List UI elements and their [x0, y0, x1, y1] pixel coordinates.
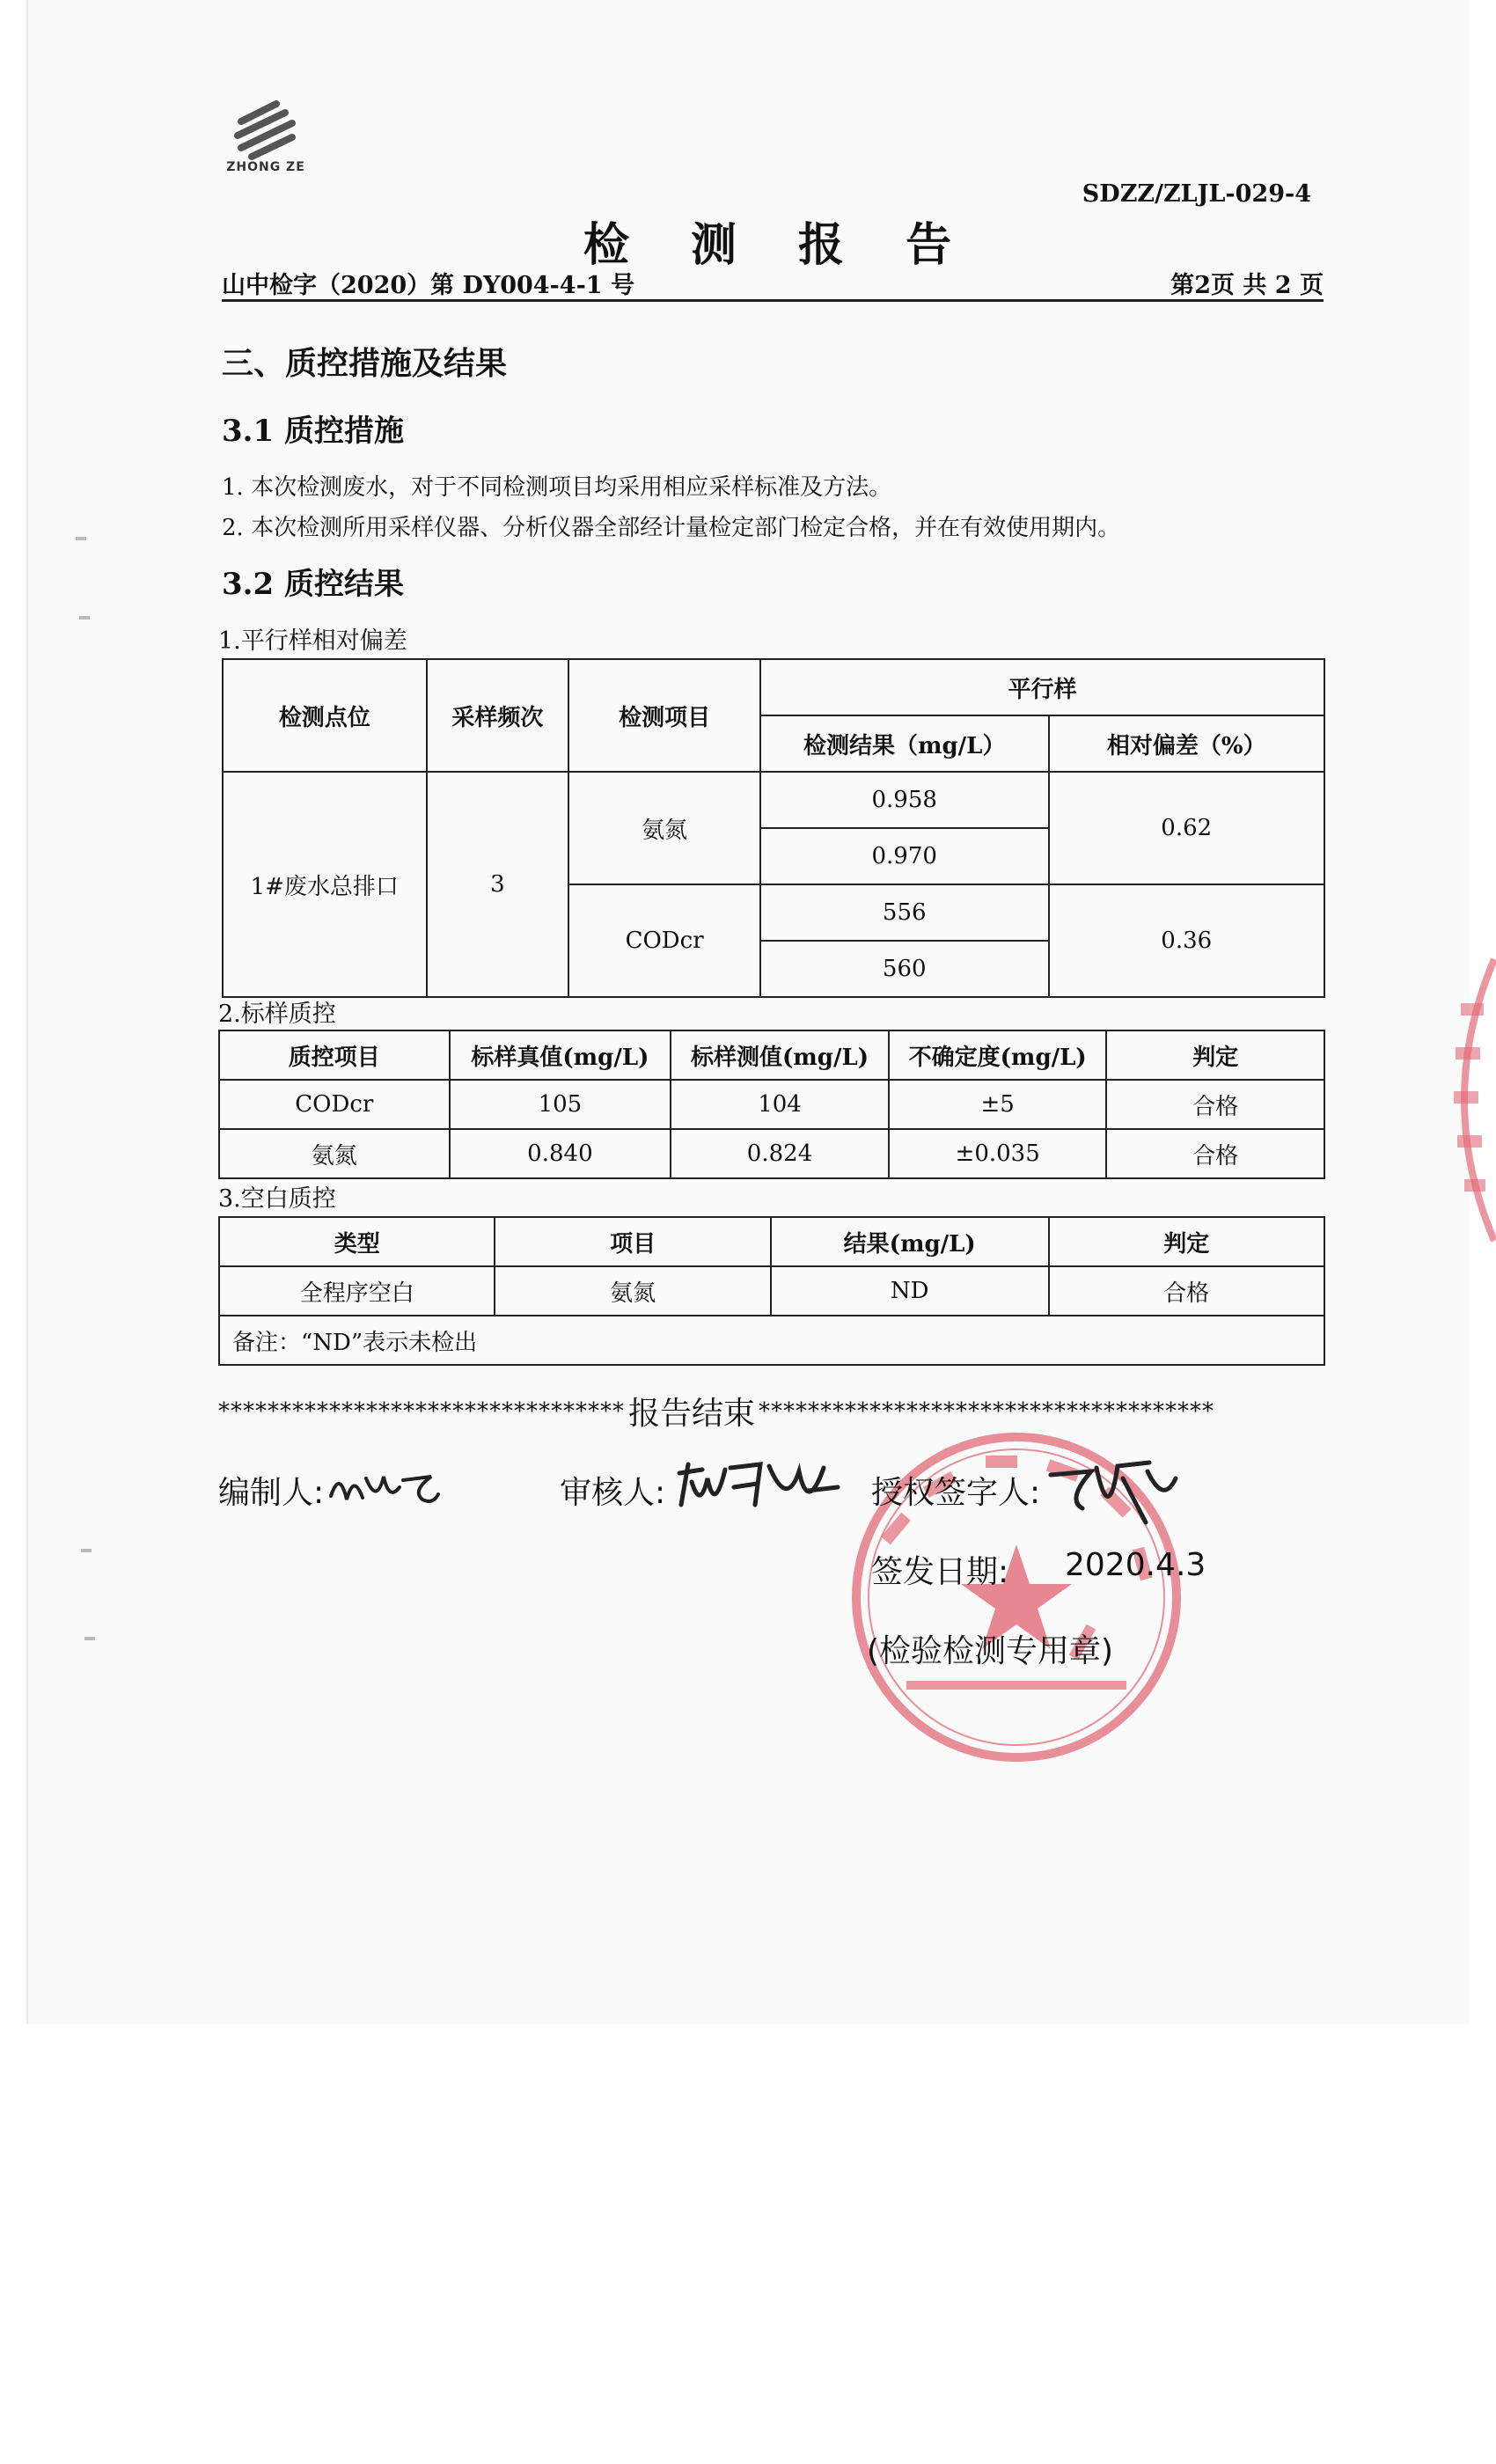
- uncertainty-cell: ±0.035: [889, 1129, 1107, 1178]
- rsd-cell: 0.62: [1049, 772, 1325, 884]
- freq-cell: 3: [427, 772, 569, 997]
- header-freq: 采样频次: [427, 659, 569, 772]
- measure-item-1: 1. 本次检测废水，对于不同检测项目均采用相应采样标准及方法。: [222, 474, 892, 501]
- report-number: 山中检字（2020）第 DY004-4-1 号: [222, 272, 634, 299]
- parallel-table: [222, 658, 1325, 998]
- header-type: 类型: [219, 1217, 495, 1266]
- header-measured-value: 标样测值(mg/L): [671, 1030, 889, 1080]
- result-cell: 556: [760, 884, 1049, 941]
- measure-item-2: 2. 本次检测所用采样仪器、分析仪器全部经计量检定部门检定合格，并在有效使用期内。: [222, 515, 1121, 541]
- true-value-cell: 105: [450, 1080, 671, 1129]
- standard-table: [218, 1030, 1325, 1179]
- standard-caption: 2.标样质控: [218, 1001, 336, 1028]
- page-title: 检 测 报 告: [583, 218, 975, 272]
- section-title: 三、质控措施及结果: [222, 345, 508, 382]
- table-row: [219, 1266, 1324, 1316]
- header-rule: [222, 299, 1324, 302]
- header-uncertainty: 不确定度(mg/L): [889, 1030, 1107, 1080]
- measured-value-cell: 0.824: [671, 1129, 889, 1178]
- compiler-label: 编制人:: [218, 1475, 325, 1511]
- scan-speck: [79, 616, 90, 620]
- signer-label: 授权签字人:: [871, 1475, 1041, 1511]
- table-row: [219, 1080, 1324, 1129]
- logo-text: ZHONG ZE: [226, 160, 305, 174]
- form-code: SDZZ/ZLJL-029-4: [1082, 180, 1311, 208]
- header-result: 结果(mg/L): [771, 1217, 1049, 1266]
- qc-item-cell: 氨氮: [219, 1129, 450, 1178]
- rsd-cell: 0.36: [1049, 884, 1325, 997]
- scan-speck: [76, 537, 86, 540]
- measured-value-cell: 104: [671, 1080, 889, 1129]
- qc-item-cell: CODcr: [219, 1080, 450, 1129]
- reviewer-signature-icon: [676, 1452, 843, 1522]
- reviewer-label: 审核人:: [560, 1475, 666, 1511]
- blank-caption: 3.空白质控: [218, 1185, 336, 1213]
- header-qc-item: 质控项目: [219, 1030, 450, 1080]
- result-cell: ND: [771, 1266, 1049, 1316]
- result-cell: 560: [760, 941, 1049, 997]
- judgement-cell: 合格: [1106, 1129, 1324, 1178]
- scan-speck: [84, 1637, 95, 1640]
- true-value-cell: 0.840: [450, 1129, 671, 1178]
- project-cell: 氨氮: [495, 1266, 770, 1316]
- table-row: [219, 1316, 1324, 1365]
- side-seal-fragment-icon: [1426, 950, 1496, 1250]
- page-number: 第2页 共 2 页: [1170, 272, 1324, 299]
- header-item: 检测项目: [568, 659, 760, 772]
- type-cell: 全程序空白: [219, 1266, 495, 1316]
- header-point: 检测点位: [223, 659, 427, 772]
- table-row: [223, 772, 1324, 828]
- signer-signature-icon: [1047, 1452, 1179, 1531]
- item-cell: 氨氮: [568, 772, 760, 884]
- result-cell: 0.970: [760, 828, 1049, 884]
- header-true-value: 标样真值(mg/L): [450, 1030, 671, 1080]
- parallel-caption: 1.平行样相对偏差: [218, 627, 407, 655]
- blank-table: [218, 1216, 1325, 1366]
- stamp-note: (检验检测专用章): [867, 1633, 1114, 1669]
- point-cell: 1#废水总排口: [223, 772, 427, 997]
- header-project: 项目: [495, 1217, 770, 1266]
- date-value: 2020.4.3: [1065, 1547, 1206, 1583]
- report-end-text: 报告结束: [628, 1396, 756, 1432]
- item-cell: CODcr: [568, 884, 760, 997]
- result-cell: 0.958: [760, 772, 1049, 828]
- stars-left: *********************************: [218, 1397, 625, 1425]
- note-cell: 备注：“ND”表示未检出: [219, 1316, 1324, 1365]
- page-lower-margin: [0, 2024, 1496, 2464]
- header-rsd: 相对偏差（%）: [1049, 715, 1325, 772]
- stars-right: *************************************: [759, 1397, 1215, 1425]
- date-label: 签发日期:: [871, 1554, 1009, 1590]
- judgement-cell: 合格: [1106, 1080, 1324, 1129]
- subsection-3-1-title: 3.1 质控措施: [222, 414, 404, 449]
- compiler-signature-icon: [327, 1461, 442, 1514]
- table-row: [219, 1129, 1324, 1178]
- judgement-cell: 合格: [1049, 1266, 1325, 1316]
- subsection-3-2-title: 3.2 质控结果: [222, 567, 404, 602]
- uncertainty-cell: ±5: [889, 1080, 1107, 1129]
- header-judgement: 判定: [1049, 1217, 1325, 1266]
- scan-speck: [81, 1549, 92, 1552]
- header-parallel-group: 平行样: [760, 659, 1324, 715]
- header-judgement: 判定: [1106, 1030, 1324, 1080]
- header-result: 检测结果（mg/L）: [760, 715, 1049, 772]
